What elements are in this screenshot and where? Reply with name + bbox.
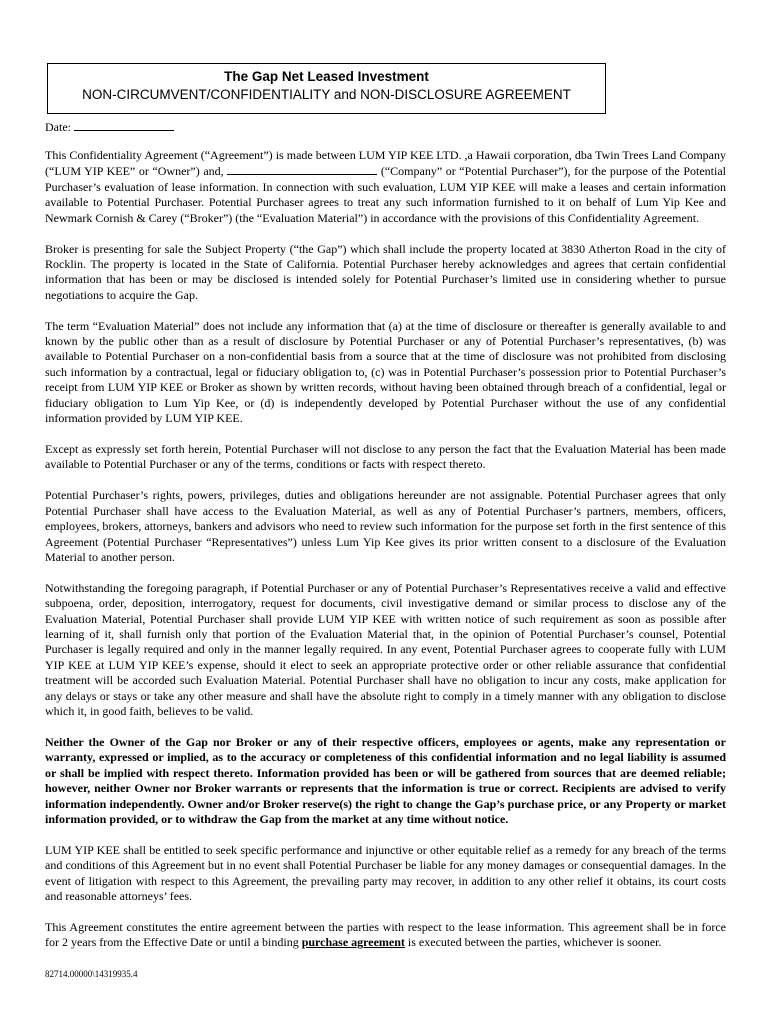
paragraph-remedies: LUM YIP KEE shall be entitled to seek specific performance and injunctive or other equitable relief as a remedy for any breach of the terms and conditions of this Agreement but in no event shall Potential Purchaser be liable for any money damages or consequential damages. In the event of litigation with respect to this Agreement, the prevailing party may recover, in addition to any other relief it obtains, its court costs and reasonable attorneys’ fees. (45, 842, 726, 904)
date-line (45, 119, 174, 134)
title-box (47, 63, 606, 114)
paragraph-term-part-a: This Agreement constitutes the entire agreement between the parties with respect to the lease information. This agreement shall be in force for 2 years from the Effective Date or until a binding (45, 920, 726, 950)
document-subtitle: NON-CIRCUMVENT/CONFIDENTIALITY and NON-DISCLOSURE AGREEMENT (82, 87, 571, 102)
paragraph-parties (45, 148, 726, 226)
date-label: Date: (45, 120, 71, 134)
paragraph-disclaimer: Neither the Owner of the Gap nor Broker or any of their respective officers, employees or agents, make any representation or warranty, expressed or implied, as to the accuracy or completeness of this confidential information and no legal liability is assumed or shall be implied with respect thereto. Information provided has been or will be gathered from sources that are deemed reliable; however, neither Owner nor Broker warrants or represents that the information is true or correct. Recipients are advised to verify information independently. Owner and/or Broker reserve(s) the right to change the Gap’s purchase price, or any Property or market information provided, or to withdraw the Gap from the market at any time without notice. (45, 735, 726, 827)
date-blank-field[interactable] (74, 119, 174, 131)
paragraph-parties-part-b: (“Company” or “Potential Purchaser”), for the purpose of the Potential Purchaser’s evaluation of lease information. In connection with such evaluation, LUM YIP KEE will make a leases and certain information available to Potential Purchaser. Potential Purchaser agrees to treat any such information furnished to it on behalf of Lum Yip Kee and Newmark Cornish & Carey (“Broker”) (the “Evaluation Material”) in accordance with the provisions of this Confidentiality Agreement. (45, 164, 726, 225)
paragraph-legal-process: Notwithstanding the foregoing paragraph, if Potential Purchaser or any of Potential Purchaser’s Representatives receive a valid and effective subpoena, order, deposition, interrogatory, request for documents, civil investigative demand or similar process to disclose any of the Evaluation Material, Potential Purchaser shall provide LUM YIP KEE with written notice of such requirement as soon as possible after learning of it, shall furnish only that portion of the Evaluation Material that, in the opinion of Potential Purchaser’s counsel, Potential Purchaser is legally required and only in the manner legally required. In any event, Potential Purchaser agrees to cooperate fully with LUM YIP KEE at LUM YIP KEE’s expense, should it elect to seek an appropriate protective order or other reliable assurance that confidential treatment will be accorded such Evaluation Material. Potential Purchaser shall have no obligation to incur any costs, make application for any delays or stays or take any other measure and shall have the absolute right to comply in a timely manner with any obligation to disclose which it, in good faith, believes to be valid. (45, 580, 726, 719)
paragraph-rights: Potential Purchaser’s rights, powers, privileges, duties and obligations hereunder are not assignable. Potential Purchaser agrees that only Potential Purchaser shall have access to the Evaluation Material, as well as any of Potential Purchaser’s partners, members, officers, employees, brokers, attorneys, bankers and advisors who need to review such information for the purpose set forth in the first sentence of this Agreement (Potential Purchaser “Representatives”) unless Lum Yip Kee gives its prior written consent to a disclosure of the Evaluation Material to another person. (45, 488, 726, 564)
paragraph-evaluation-material: The term “Evaluation Material” does not include any information that (a) at the time of disclosure or thereafter is generally available to and known by the public other than as a result of disclosure by Potential Purchaser or any of Potential Purchaser’s representatives, (b) was available to Potential Purchaser on a non-confidential basis from a source that at the time of disclosure was not prohibited from disclosing such information by a contractual, legal or fiduciary obligation to, (c) was in Potential Purchaser’s possession prior to Potential Purchaser’s receipt from LUM YIP KEE or Broker as shown by written records, without having been obtained through breach of a confidential, legal or fiduciary obligation to Lum Yip Kee, or (d) is independently developed by Potential Purchaser without the use of any confidential information provided by LUM YIP KEE. (45, 318, 726, 426)
paragraph-nondisclosure: Except as expressly set forth herein, Potential Purchaser will not disclose to any person the fact that the Evaluation Material has been made available to Potential Purchaser or any of the terms, conditions or facts with respect thereto. (45, 442, 726, 472)
document-title: The Gap Net Leased Investment (224, 69, 429, 84)
company-blank-field[interactable] (227, 163, 377, 175)
paragraph-term-part-b: is executed between the parties, whichever is sooner. (407, 935, 662, 950)
paragraph-property: Broker is presenting for sale the Subject Property (“the Gap”) which shall include the property located at 3830 Atherton Road in the city of Rocklin. The property is located in the State of California. Potential Purchaser hereby acknowledges and agrees that certain confidential information that has been or may be disclosed is intended solely for Potential Purchaser’s limited use in considering whether to pursue negotiations to acquire the Gap. (45, 241, 726, 302)
purchase-agreement-link[interactable]: purchase agreement (301, 935, 405, 950)
paragraph-term (45, 920, 726, 951)
agreement-body (45, 148, 726, 966)
document-id: 82714.00000\14319935.4 (45, 969, 138, 979)
paragraph-parties-part-a: This Confidentiality Agreement (“Agreement”) is made between LUM YIP KEE LTD. ,a Hawaii corporation, dba Twin Trees Land Company (“LUM YIP KEE” or “Owner”) and, (45, 148, 726, 179)
